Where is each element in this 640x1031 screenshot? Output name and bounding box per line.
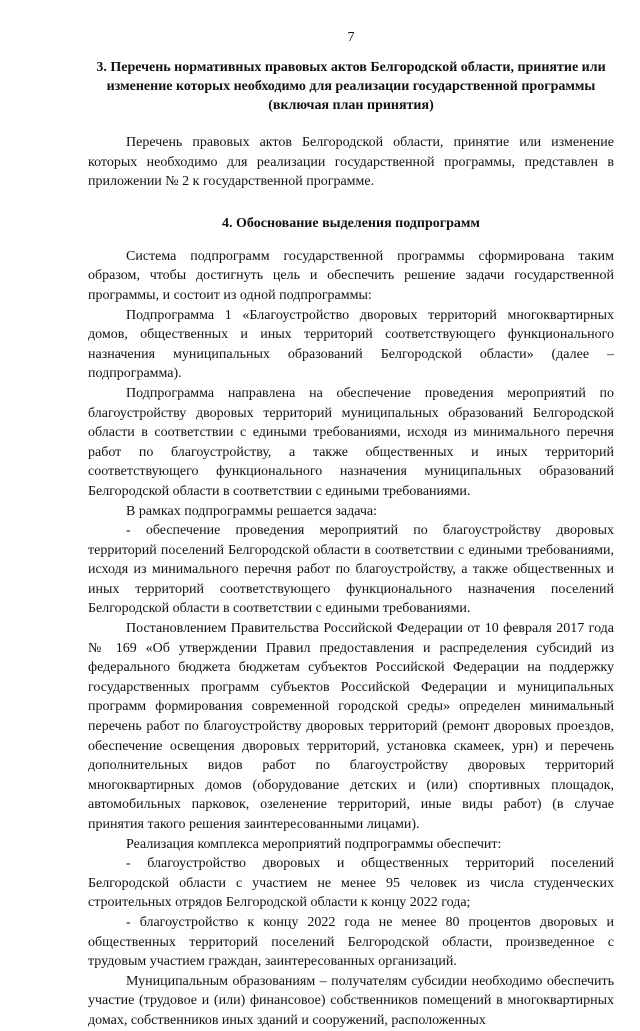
list-item: - благоустройство дворовых и общественных территорий поселений Белгородской области с участием не менее 95 человек из числа студенческих строительных отрядов Белгородской области к концу 2022 года; (88, 856, 614, 911)
paragraph: Муниципальным образованиям – получателям субсидии необходимо обеспечить участие (трудовое и (или) финансовое) собственников помещений в многоквартирных домах, собственников иных зданий и сооружений, расположенных (88, 973, 614, 1028)
section-3-paragraph: Перечень правовых актов Белгородской области, принятие или изменение которых необходимо для реализации государственной программы, представлен в приложении № 2 к государственной программе. (88, 135, 614, 190)
list-item: - обеспечение проведения мероприятий по благоустройству дворовых территорий поселений Белгородской области в соответствии с едиными требованиями, исходя из минимального перечня работ по благоустройству, а также общественных и иных территорий соответствующего функционального назначения поселений Белгородской области в соответствии с едиными требованиями. (88, 523, 614, 617)
paragraph: Подпрограмма 1 «Благоустройство дворовых территорий многоквартирных домов, общественных и иных территорий соответствующего функционального назначения муниципальных образований Белгородской области» (далее – подпрограмма). (88, 307, 614, 382)
paragraph: Подпрограмма направлена на обеспечение проведения мероприятий по благоустройству дворовых территорий муниципальных образований Белгородской области в соответствии с едиными требованиями, исходя из минимального перечня работ по благоустройству, а также общественных и иных территорий соответствующего функционального назначения муниципальных образований Белгородской области в соответствии с едиными требованиями. (88, 385, 614, 499)
page-number: 7 (347, 30, 355, 45)
list-item: - благоустройство к концу 2022 года не менее 80 процентов дворовых и общественных территорий поселений Белгородской области, произведенное с трудовым участием граждан, заинтересованных организаций. (88, 914, 614, 970)
section-3-title: 3. Перечень нормативных правовых актов Белгородской области, принятие или изменение которых необходимо для реализации государственной программы (включая план принятия) (96, 60, 606, 113)
paragraph: Постановлением Правительства Российской Федерации от 10 февраля 2017 года № 169 «Об утверждении Правил предоставления и распределения субсидий из федерального бюджета бюджетам субъектов Российской Федерации на поддержку государственных программ субъектов Российской Федерации и муниципальных программ формирования современной городской среды» определен минимальный перечень работ по благоустройству дворовых территорий (ремонт дворовых проездов, обеспечение освещения дворовых территорий, установка скамеек, урн) и перечень дополнительных видов работ по благоустройству дворовых территорий многоквартирных домов (оборудование детских и (или) спортивных площадок, автомобильных парковок, озеленение территорий, иные виды работ) (в случае принятия такого решения заинтересованными лицами). (88, 621, 614, 832)
paragraph: Система подпрограмм государственной программы сформирована таким образом, чтобы достигнуть цель и обеспечить решение задачи государственной программы, и состоит из одной подпрограммы: (88, 248, 614, 303)
section-4-title: 4. Обоснование выделения подпрограмм (222, 215, 480, 231)
paragraph: В рамках подпрограммы решается задача: (126, 503, 378, 519)
paragraph: Реализация комплекса мероприятий подпрограммы обеспечит: (126, 836, 502, 852)
